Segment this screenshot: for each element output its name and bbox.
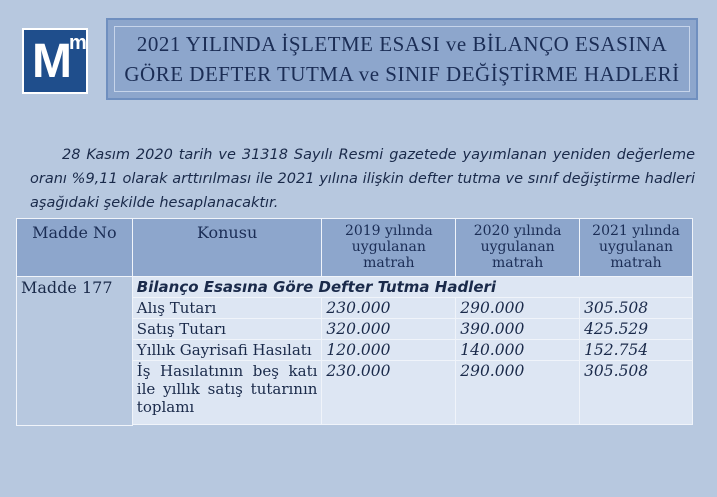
value-2021: 305.508 — [580, 298, 693, 319]
title-line-2: GÖRE DEFTER TUTMA ve SINIF DEĞİŞTİRME HADLERİ — [124, 62, 680, 86]
header-2021: 2021 yılında uygulanan matrah — [580, 219, 693, 277]
logo-letter: M — [32, 35, 72, 88]
title-line-1: 2021 YILINDA İŞLETME ESASI ve BİLANÇO ESASINA — [136, 32, 668, 56]
title-box-inner-border — [114, 26, 690, 92]
row-label: Yıllık Gayrisafi Hasılatı — [132, 340, 322, 361]
value-2021: 152.754 — [580, 340, 693, 361]
row-label: Alış Tutarı — [132, 298, 322, 319]
value-2019: 320.000 — [322, 319, 456, 340]
header-2019: 2019 yılında uygulanan matrah — [322, 219, 456, 277]
header-madde-no: Madde No — [17, 219, 133, 277]
value-2020: 290.000 — [456, 361, 580, 425]
row-label: İş Hasılatının beş katı ile yıllık satış tutarının toplamı — [132, 361, 322, 425]
value-2020: 140.000 — [456, 340, 580, 361]
logo-superscript: m — [69, 32, 87, 54]
logo — [22, 28, 88, 94]
section-heading: Bilanço Esasına Göre Defter Tutma Hadleri — [132, 277, 692, 298]
row-label: Satış Tutarı — [132, 319, 322, 340]
value-2019: 230.000 — [322, 361, 456, 425]
header-konusu: Konusu — [132, 219, 322, 277]
intro-paragraph: 28 Kasım 2020 tarih ve 31318 Sayılı Resmi gazetede yayımlanan yeniden değerleme oranı %9,11 olarak arttırılması ile 2021 yılına ilişkin defter tutma ve sınıf değiştirme hadleri aşağıdaki şekilde hesaplanacaktır. — [30, 146, 695, 211]
value-2021: 305.508 — [580, 361, 693, 425]
header-2020: 2020 yılında uygulanan matrah — [456, 219, 580, 277]
title-box — [106, 18, 698, 100]
table-header-row — [17, 219, 693, 277]
value-2020: 290.000 — [456, 298, 580, 319]
value-2020: 390.000 — [456, 319, 580, 340]
value-2019: 230.000 — [322, 298, 456, 319]
value-2019: 120.000 — [322, 340, 456, 361]
value-2021: 425.529 — [580, 319, 693, 340]
madde-cell: Madde 177 — [17, 277, 133, 426]
table-row — [17, 277, 693, 298]
rates-table — [16, 218, 693, 426]
